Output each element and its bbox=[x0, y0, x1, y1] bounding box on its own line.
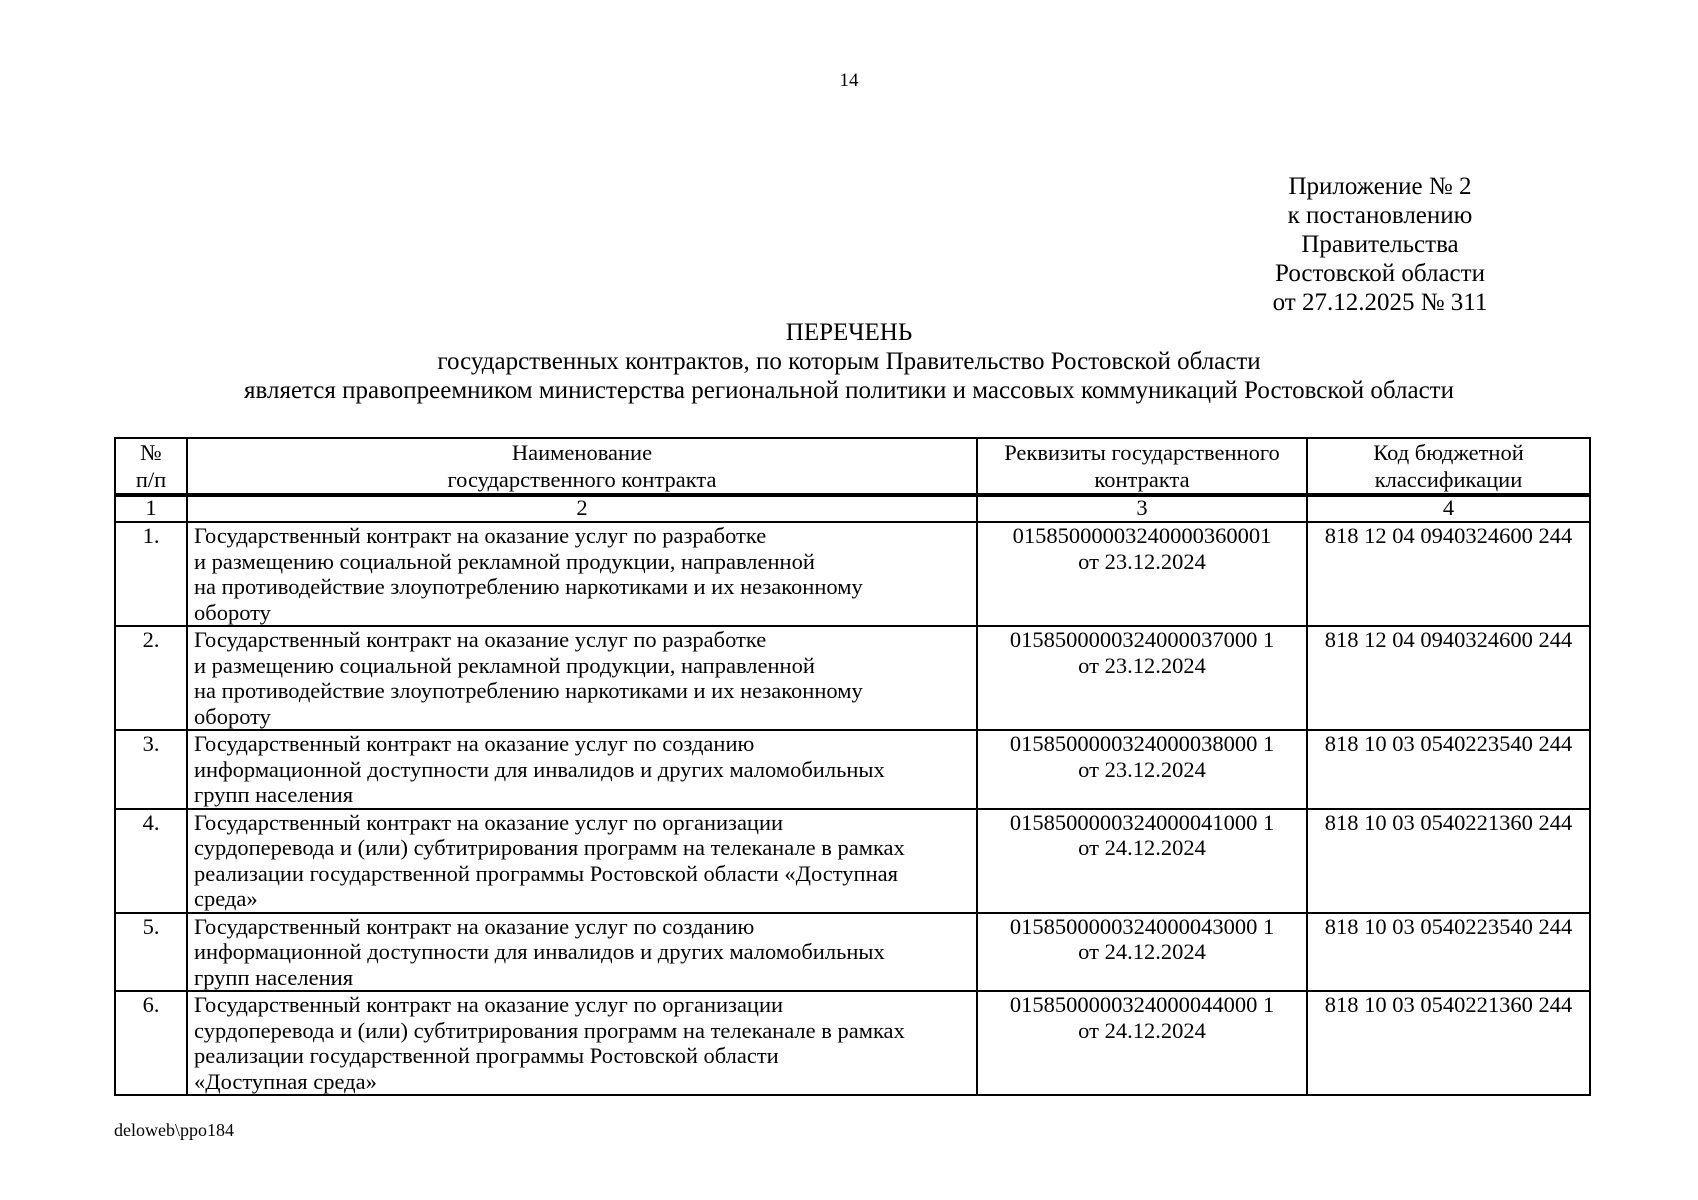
name-line: сурдоперевода и (или) субтитрирования программ на телеканале в рамках bbox=[194, 835, 905, 860]
name-line: на противодействие злоупотреблению наркотиками и их незаконному bbox=[194, 574, 863, 599]
contract-name bbox=[187, 626, 977, 730]
contract-date: от 23.12.2024 bbox=[1078, 548, 1206, 574]
header-number bbox=[115, 438, 187, 495]
header-text: № bbox=[140, 440, 162, 465]
header-text: Код бюджетной bbox=[1373, 440, 1524, 465]
contract-number: 0158500000324000041000 1 bbox=[1009, 809, 1275, 835]
header-text: п/п bbox=[135, 467, 167, 492]
contract-requisites bbox=[977, 913, 1307, 992]
appendix-line: Правительства bbox=[1301, 231, 1459, 258]
title-heading: ПЕРЕЧЕНЬ bbox=[785, 319, 913, 346]
header-kbk bbox=[1307, 438, 1590, 495]
column-number: 2 bbox=[187, 495, 977, 522]
page-number: 14 bbox=[839, 70, 859, 91]
name-line: Государственный контракт на оказание услуг по созданию bbox=[194, 913, 755, 939]
contract-name bbox=[187, 809, 977, 913]
contract-number: 0158500000324000043000 1 bbox=[1009, 913, 1275, 939]
name-line: групп населения bbox=[194, 964, 354, 990]
contract-requisites bbox=[977, 991, 1307, 1095]
contract-requisites bbox=[977, 809, 1307, 913]
contract-requisites bbox=[977, 730, 1307, 809]
table-row bbox=[115, 730, 1590, 809]
column-number: 4 bbox=[1307, 495, 1590, 522]
header-requisites bbox=[977, 438, 1307, 495]
contracts-table bbox=[114, 437, 1591, 1096]
column-numbers-row bbox=[115, 495, 1590, 522]
header-text: Реквизиты государственного bbox=[1004, 440, 1280, 465]
budget-code: 818 12 04 0940324600 244 bbox=[1307, 626, 1590, 730]
footer-path: deloweb\ppo184 bbox=[114, 1120, 234, 1140]
appendix-line: Ростовской области bbox=[1275, 260, 1485, 287]
contract-name bbox=[187, 730, 977, 809]
name-line: обороту bbox=[194, 599, 271, 625]
contract-date: от 23.12.2024 bbox=[1078, 756, 1206, 782]
contract-number: 0158500000324000038000 1 bbox=[1009, 731, 1275, 756]
contract-name bbox=[187, 522, 977, 626]
contract-requisites bbox=[977, 522, 1307, 626]
name-line: Государственный контракт на оказание услуг по созданию bbox=[194, 731, 755, 756]
header-text: классификации bbox=[1374, 467, 1523, 492]
budget-code: 818 10 03 0540221360 244 bbox=[1307, 991, 1590, 1095]
row-number: 2. bbox=[115, 626, 187, 730]
column-number: 1 bbox=[115, 495, 187, 522]
name-line: и размещению социальной рекламной продукции, направленной bbox=[194, 652, 815, 678]
name-line: и размещению социальной рекламной продукции, направленной bbox=[194, 548, 815, 574]
contract-name bbox=[187, 913, 977, 992]
name-line: «Доступная среда» bbox=[194, 1068, 377, 1094]
appendix-line: от 27.12.2025 № 311 bbox=[1272, 289, 1488, 316]
row-number: 1. bbox=[115, 522, 187, 626]
budget-code: 818 10 03 0540221360 244 bbox=[1307, 809, 1590, 913]
name-line: Государственный контракт на оказание услуг по организации bbox=[194, 992, 784, 1017]
contract-date: от 24.12.2024 bbox=[1078, 939, 1206, 964]
column-number: 3 bbox=[977, 495, 1307, 522]
appendix-line: Приложение № 2 bbox=[1288, 173, 1472, 200]
table-row bbox=[115, 991, 1590, 1095]
name-line: Государственный контракт на оказание услуг по организации bbox=[194, 809, 784, 835]
table-row bbox=[115, 626, 1590, 730]
table-row bbox=[115, 913, 1590, 992]
header-text: Наименование bbox=[511, 440, 653, 465]
name-line: групп населения bbox=[194, 782, 354, 807]
appendix-line: к постановлению bbox=[1287, 202, 1473, 229]
document-title bbox=[0, 318, 1698, 405]
name-line: обороту bbox=[194, 703, 271, 729]
appendix-block bbox=[1255, 172, 1505, 317]
title-line: является правопреемником министерства региональной политики и массовых коммуникаций Ростовской области bbox=[244, 377, 1454, 404]
row-number: 3. bbox=[115, 730, 187, 809]
row-number: 6. bbox=[115, 991, 187, 1095]
name-line: среда» bbox=[194, 886, 258, 911]
contract-date: от 24.12.2024 bbox=[1078, 835, 1206, 860]
name-line: Государственный контракт на оказание услуг по разработке bbox=[194, 627, 767, 652]
name-line: на противодействие злоупотреблению наркотиками и их незаконному bbox=[194, 678, 863, 703]
name-line: Государственный контракт на оказание услуг по разработке bbox=[194, 523, 767, 548]
row-number: 4. bbox=[115, 809, 187, 913]
header-text: государственного контракта bbox=[447, 467, 717, 492]
row-number: 5. bbox=[115, 913, 187, 992]
table-header-row bbox=[115, 438, 1590, 495]
name-line: реализации государственной программы Ростовской области «Доступная bbox=[194, 860, 898, 886]
budget-code: 818 12 04 0940324600 244 bbox=[1307, 522, 1590, 626]
table-row bbox=[115, 809, 1590, 913]
header-text: контракта bbox=[1094, 467, 1190, 492]
contract-date: от 24.12.2024 bbox=[1078, 1017, 1206, 1043]
name-line: реализации государственной программы Ростовской области bbox=[194, 1043, 779, 1068]
contract-requisites bbox=[977, 626, 1307, 730]
contract-name bbox=[187, 991, 977, 1095]
contract-number: 0158500000324000037000 1 bbox=[1009, 627, 1275, 652]
budget-code: 818 10 03 0540223540 244 bbox=[1307, 913, 1590, 992]
name-line: сурдоперевода и (или) субтитрирования программ на телеканале в рамках bbox=[194, 1017, 905, 1043]
budget-code: 818 10 03 0540223540 244 bbox=[1307, 730, 1590, 809]
contract-number: 01585000003240000360001 bbox=[1012, 523, 1272, 548]
table-row bbox=[115, 522, 1590, 626]
name-line: информационной доступности для инвалидов и других маломобильных bbox=[194, 756, 885, 782]
contract-date: от 23.12.2024 bbox=[1078, 652, 1206, 678]
title-line: государственных контрактов, по которым Правительство Ростовской области bbox=[437, 348, 1261, 375]
name-line: информационной доступности для инвалидов и других маломобильных bbox=[194, 939, 885, 964]
header-name bbox=[187, 438, 977, 495]
contract-number: 0158500000324000044000 1 bbox=[1009, 992, 1275, 1017]
